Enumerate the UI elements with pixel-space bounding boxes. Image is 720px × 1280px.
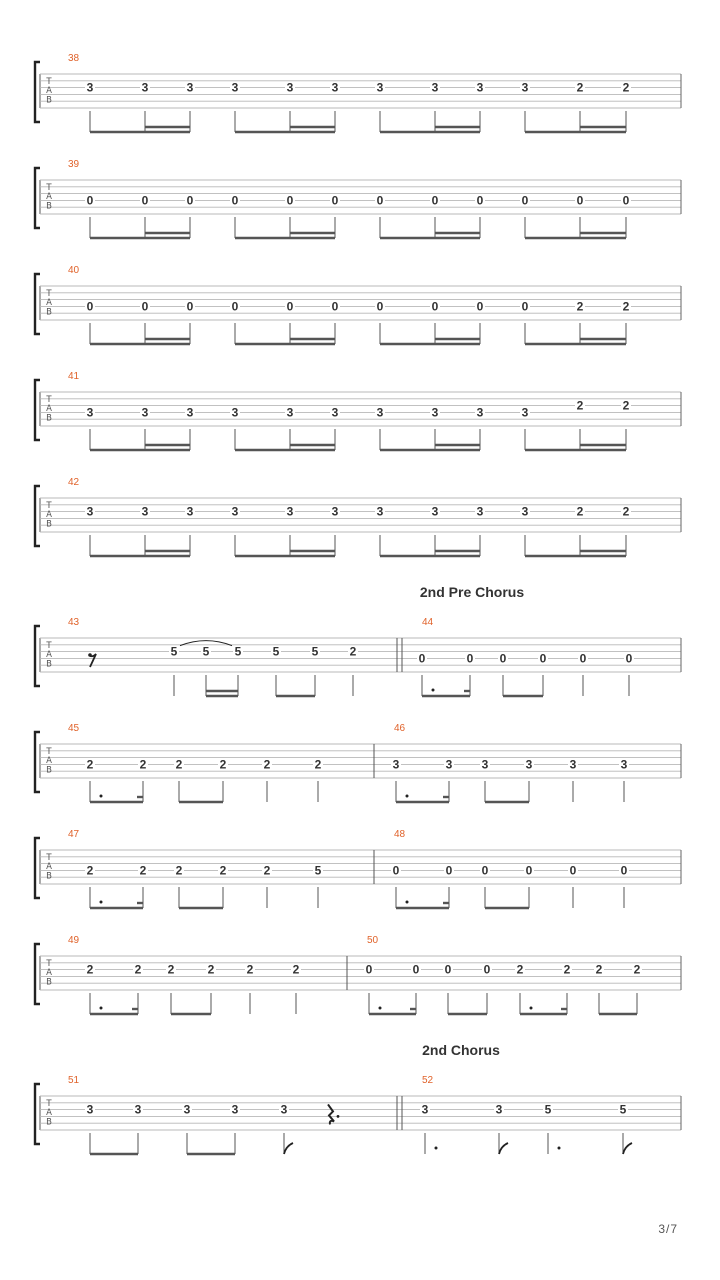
fret-number: 5 xyxy=(544,1102,552,1117)
measure-number: 51 xyxy=(68,1075,80,1086)
fret-number: 3 xyxy=(231,80,239,95)
fret-number: 2 xyxy=(563,962,571,977)
fret-number: 2 xyxy=(207,962,215,977)
fret-number: 5 xyxy=(314,863,322,878)
fret-number: 2 xyxy=(622,398,630,413)
measure-number: 45 xyxy=(68,723,80,734)
fret-number: 3 xyxy=(186,405,194,420)
fret-number: 0 xyxy=(331,193,339,208)
tab-clef-letter: B xyxy=(46,659,52,670)
page-number: 3/7 xyxy=(658,1222,678,1236)
fret-number: 0 xyxy=(86,193,94,208)
fret-number: 3 xyxy=(231,504,239,519)
fret-number: 3 xyxy=(286,405,294,420)
fret-number: 0 xyxy=(231,193,239,208)
measure-number: 47 xyxy=(68,829,80,840)
fret-number: 2 xyxy=(219,757,227,772)
fret-number: 0 xyxy=(444,962,452,977)
system-bracket xyxy=(35,168,40,228)
system-bracket xyxy=(35,274,40,334)
fret-number: 0 xyxy=(392,863,400,878)
fret-number: 0 xyxy=(499,651,507,666)
fret-number: 3 xyxy=(476,80,484,95)
quarter-rest-icon xyxy=(328,1104,334,1124)
fret-number: 2 xyxy=(622,80,630,95)
fret-number: 0 xyxy=(365,962,373,977)
fret-number: 3 xyxy=(392,757,400,772)
fret-number: 0 xyxy=(576,193,584,208)
fret-number: 3 xyxy=(86,504,94,519)
rhythm-dot xyxy=(100,1007,103,1010)
eighth-rest-dot xyxy=(88,653,92,657)
fret-number: 3 xyxy=(86,1102,94,1117)
fret-number: 3 xyxy=(376,405,384,420)
rhythm-dot xyxy=(435,1147,438,1150)
measure-number: 38 xyxy=(68,53,80,64)
tab-clef-letter: A xyxy=(46,968,52,979)
fret-number: 3 xyxy=(183,1102,191,1117)
fret-number: 2 xyxy=(246,962,254,977)
tab-clef-letter: A xyxy=(46,756,52,767)
tab-clef-letter: B xyxy=(46,871,52,882)
fret-number: 0 xyxy=(431,193,439,208)
fret-number: 0 xyxy=(483,962,491,977)
fret-number: 2 xyxy=(633,962,641,977)
fret-number: 0 xyxy=(569,863,577,878)
fret-number: 2 xyxy=(175,757,183,772)
fret-number: 2 xyxy=(595,962,603,977)
measure-number: 49 xyxy=(68,935,80,946)
fret-number: 3 xyxy=(445,757,453,772)
system-bracket xyxy=(35,626,40,686)
rhythm-dot xyxy=(100,795,103,798)
tab-clef-letter: T xyxy=(46,77,52,87)
fret-number: 0 xyxy=(521,193,529,208)
system-bracket xyxy=(35,62,40,122)
measure-number: 44 xyxy=(422,617,434,628)
fret-number: 3 xyxy=(141,80,149,95)
rhythm-dot xyxy=(558,1147,561,1150)
fret-number: 2 xyxy=(86,962,94,977)
fret-number: 5 xyxy=(619,1102,627,1117)
rhythm-dot xyxy=(100,901,103,904)
fret-number: 3 xyxy=(331,405,339,420)
fret-number: 0 xyxy=(376,193,384,208)
system-bracket xyxy=(35,838,40,898)
fret-number: 3 xyxy=(495,1102,503,1117)
rhythm-dot xyxy=(379,1007,382,1010)
fret-number: 0 xyxy=(476,299,484,314)
fret-number: 2 xyxy=(576,398,584,413)
fret-number: 0 xyxy=(141,299,149,314)
eighth-flag-icon xyxy=(623,1143,632,1154)
tab-clef-letter: T xyxy=(46,1099,52,1109)
fret-number: 0 xyxy=(286,299,294,314)
fret-number: 2 xyxy=(314,757,322,772)
system-bracket xyxy=(35,944,40,1004)
fret-number: 0 xyxy=(622,193,630,208)
fret-number: 0 xyxy=(412,962,420,977)
fret-number: 2 xyxy=(622,504,630,519)
tab-clef-letter: B xyxy=(46,977,52,988)
fret-number: 3 xyxy=(421,1102,429,1117)
fret-number: 3 xyxy=(286,80,294,95)
fret-number: 2 xyxy=(576,299,584,314)
fret-number: 0 xyxy=(625,651,633,666)
fret-number: 0 xyxy=(186,193,194,208)
fret-number: 0 xyxy=(579,651,587,666)
section-heading: 2nd Pre Chorus xyxy=(419,584,525,600)
fret-number: 0 xyxy=(466,651,474,666)
fret-number: 0 xyxy=(521,299,529,314)
fret-number: 3 xyxy=(620,757,628,772)
fret-number: 3 xyxy=(521,504,529,519)
fret-number: 2 xyxy=(263,863,271,878)
tab-clef-letter: A xyxy=(46,1108,52,1119)
tab-clef-letter: B xyxy=(46,413,52,424)
fret-number: 3 xyxy=(525,757,533,772)
tab-clef-letter: T xyxy=(46,183,52,193)
eighth-flag-icon xyxy=(499,1143,508,1154)
fret-number: 0 xyxy=(525,863,533,878)
measure-number: 43 xyxy=(68,617,80,628)
fret-number: 2 xyxy=(622,299,630,314)
fret-number: 5 xyxy=(170,644,178,659)
tab-clef-letter: B xyxy=(46,765,52,776)
tab-clef-letter: A xyxy=(46,298,52,309)
fret-number: 3 xyxy=(231,405,239,420)
measure-number: 42 xyxy=(68,477,80,488)
fret-number: 0 xyxy=(418,651,426,666)
fret-number: 3 xyxy=(431,504,439,519)
measure-number: 39 xyxy=(68,159,80,170)
tab-clef-letter: B xyxy=(46,1117,52,1128)
fret-number: 3 xyxy=(431,80,439,95)
measure-number: 46 xyxy=(394,723,406,734)
fret-number: 3 xyxy=(331,504,339,519)
fret-number: 2 xyxy=(139,863,147,878)
measure-number: 40 xyxy=(68,265,80,276)
fret-number: 0 xyxy=(476,193,484,208)
fret-number: 3 xyxy=(569,757,577,772)
fret-number: 2 xyxy=(86,863,94,878)
fret-number: 0 xyxy=(445,863,453,878)
fret-number: 0 xyxy=(286,193,294,208)
fret-number: 3 xyxy=(141,504,149,519)
fret-number: 3 xyxy=(331,80,339,95)
tab-clef-letter: A xyxy=(46,404,52,415)
fret-number: 2 xyxy=(139,757,147,772)
fret-number: 3 xyxy=(521,80,529,95)
tab-clef-letter: B xyxy=(46,201,52,212)
fret-number: 3 xyxy=(134,1102,142,1117)
tab-clef-letter: T xyxy=(46,289,52,299)
system-bracket xyxy=(35,1084,40,1144)
rhythm-dot xyxy=(530,1007,533,1010)
fret-number: 3 xyxy=(481,757,489,772)
tab-clef-letter: B xyxy=(46,519,52,530)
tab-clef-letter: T xyxy=(46,747,52,757)
fret-number: 2 xyxy=(134,962,142,977)
measure-number: 50 xyxy=(367,935,379,946)
fret-number: 0 xyxy=(141,193,149,208)
fret-number: 0 xyxy=(539,651,547,666)
fret-number: 2 xyxy=(349,644,357,659)
eighth-flag-icon xyxy=(284,1143,293,1154)
fret-number: 2 xyxy=(219,863,227,878)
tab-clef-letter: A xyxy=(46,510,52,521)
fret-number: 3 xyxy=(476,504,484,519)
fret-number: 3 xyxy=(376,80,384,95)
fret-number: 0 xyxy=(376,299,384,314)
measure-number: 41 xyxy=(68,371,80,382)
fret-number: 0 xyxy=(620,863,628,878)
tab-clef-letter: A xyxy=(46,86,52,97)
fret-number: 2 xyxy=(516,962,524,977)
measure-number: 52 xyxy=(422,1075,434,1086)
tab-clef-letter: B xyxy=(46,307,52,318)
tab-clef-letter: T xyxy=(46,641,52,651)
fret-number: 2 xyxy=(292,962,300,977)
rhythm-dot xyxy=(406,901,409,904)
fret-number: 5 xyxy=(202,644,210,659)
fret-number: 0 xyxy=(186,299,194,314)
rhythm-dot xyxy=(406,795,409,798)
tab-clef-letter: T xyxy=(46,853,52,863)
fret-number: 0 xyxy=(231,299,239,314)
fret-number: 3 xyxy=(186,80,194,95)
fret-number: 2 xyxy=(576,504,584,519)
fret-number: 2 xyxy=(167,962,175,977)
system-bracket xyxy=(35,486,40,546)
fret-number: 3 xyxy=(431,405,439,420)
fret-number: 2 xyxy=(175,863,183,878)
section-heading: 2nd Chorus xyxy=(422,1042,500,1058)
fret-number: 2 xyxy=(576,80,584,95)
fret-number: 5 xyxy=(272,644,280,659)
tab-clef-letter: T xyxy=(46,501,52,511)
tab-clef-letter: B xyxy=(46,95,52,106)
tab-clef-letter: A xyxy=(46,862,52,873)
fret-number: 0 xyxy=(86,299,94,314)
fret-number: 3 xyxy=(286,504,294,519)
tab-clef-letter: T xyxy=(46,959,52,969)
fret-number: 3 xyxy=(141,405,149,420)
fret-number: 5 xyxy=(311,644,319,659)
fret-number: 3 xyxy=(186,504,194,519)
fret-number: 3 xyxy=(376,504,384,519)
system-bracket xyxy=(35,380,40,440)
fret-number: 3 xyxy=(86,405,94,420)
fret-number: 2 xyxy=(263,757,271,772)
fret-number: 5 xyxy=(234,644,242,659)
tab-clef-letter: A xyxy=(46,192,52,203)
tab-clef-letter: T xyxy=(46,395,52,405)
fret-number: 0 xyxy=(431,299,439,314)
fret-number: 2 xyxy=(86,757,94,772)
rest-dot xyxy=(337,1115,340,1118)
measure-number: 48 xyxy=(394,829,406,840)
system-bracket xyxy=(35,732,40,792)
tab-clef-letter: A xyxy=(46,650,52,661)
fret-number: 0 xyxy=(481,863,489,878)
fret-number: 3 xyxy=(280,1102,288,1117)
fret-number: 3 xyxy=(231,1102,239,1117)
fret-number: 3 xyxy=(476,405,484,420)
fret-number: 3 xyxy=(521,405,529,420)
rhythm-dot xyxy=(432,689,435,692)
fret-number: 0 xyxy=(331,299,339,314)
fret-number: 3 xyxy=(86,80,94,95)
